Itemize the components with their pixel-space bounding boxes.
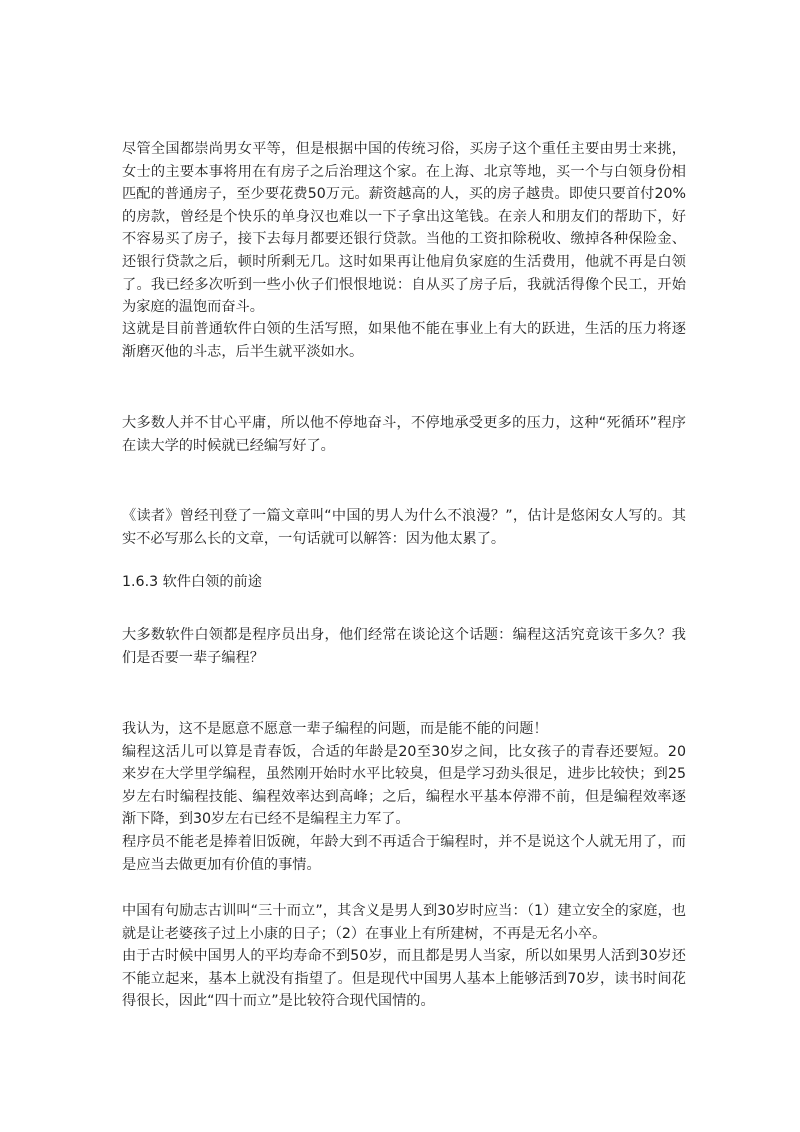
paragraph-programming-age — [122, 718, 686, 876]
paragraph-text: 我认为，这不是愿意不愿意一辈子编程的问题，而是能不能的问题！ — [122, 721, 548, 737]
paragraph-text: 中国有句励志古训叫“三十而立”，其含义是男人到30岁时应当：（1）建立安全的家庭，也就是让老婆孩子过上小康的日子；（2）在事业上有所建树，不再是无名小卒。 — [122, 903, 686, 942]
paragraph-text: 程序员不能老是捧着旧饭碗，年龄大到不再适合于编程时，并不是说这个人就无用了，而是应当去做更加有价值的事情。 — [122, 833, 686, 873]
paragraph-text: 编程这活儿可以算是青春饭，合适的年龄是20至30岁之间，比女孩子的青春还要短。20来岁在大学里学编程，虽然刚开始时水平比较臭，但是学习劲头很足，进步比较快；到25岁左右时编程技能、编程效率达到高峰；之后，编程水平基本停滞不前，但是编程效率逐渐下降，到30岁左右已经不是编程主力军了。 — [122, 743, 686, 828]
paragraph-endless-loop — [122, 412, 686, 457]
paragraph-readers-magazine — [122, 505, 686, 550]
section-heading: 1.6.3 软件白领的前途 — [122, 574, 262, 590]
paragraph-text: 由于古时候中国男人的平均寿命不到50岁，而且都是男人当家，所以如果男人活到30岁还不能立起来，基本上就没有指望了。但是现代中国男人基本上能够活到70岁，读书时间花得很长，因此“四十而立”是比较符合现代国情的。 — [122, 948, 686, 1010]
paragraph-programmer-question — [122, 624, 686, 669]
paragraph-text: 这就是目前普通软件白领的生活写照，如果他不能在事业上有大的跃进，生活的压力将逐渐磨灭他的斗志，后半生就平淡如水。 — [122, 321, 686, 360]
paragraph-text: 《读者》曾经刊登了一篇文章叫“中国的男人为什么不浪漫？”，估计是悠闲女人写的。其实不必写那么长的文章，一句话就可以解答：因为他太累了。 — [122, 508, 686, 547]
paragraph-text: 尽管全国都崇尚男女平等，但是根据中国的传统习俗，买房子这个重任主要由男士来挑，女士的主要本事将用在有房子之后治理这个家。在上海、北京等地，买一个与白领身份相匹配的普通房子，至少要花费50万元。薪资越高的人，买的房子越贵。即使只要首付20%的房款，曾经是个快乐的单身汉也难以一下子拿出这笔钱。在亲人和朋友们的帮助下，好不容易买了房子，接下去每月都要还银行贷款。当他的工资扣除税收、缴掉各种保险金、还银行贷款之后，顿时所剩无几。这时如果再让他肩负家庭的生活费用，他就不再是白领了。我已经多次听到一些小伙子们恨恨地说：自从买了房子后，我就活得像个民工，开始为家庭的温饱而奋斗。 — [122, 141, 686, 316]
paragraph-housing — [122, 138, 686, 319]
paragraph-text: 大多数软件白领都是程序员出身，他们经常在谈论这个话题：编程这活究竟该干多久？我们是否要一辈子编程？ — [122, 627, 686, 666]
paragraph-thirty-stand — [122, 900, 686, 1013]
paragraph-text: 大多数人并不甘心平庸，所以他不停地奋斗，不停地承受更多的压力，这种“死循环”程序在读大学的时候就已经编写好了。 — [122, 415, 686, 454]
paragraph-life-portrait — [122, 318, 686, 363]
